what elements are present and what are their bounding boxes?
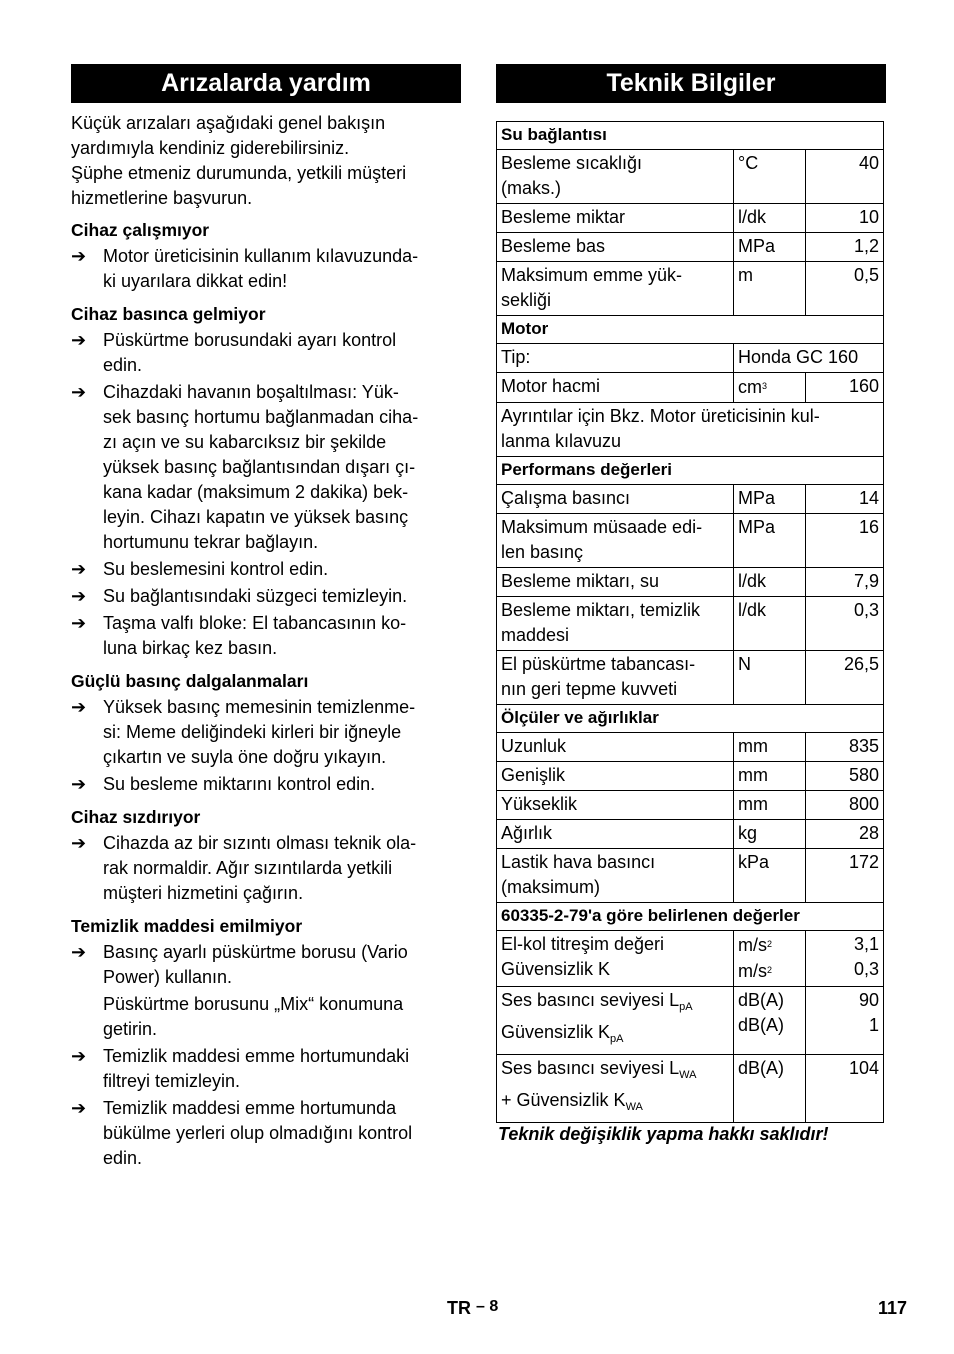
bullet-item: ➔ Temizlik maddesi emme hortumunda bükülme yerleri olup olmadığını kontrol edin.: [71, 1098, 413, 1168]
page-number: 117: [878, 1298, 908, 1318]
table-section-row: Su bağlantısı: [497, 122, 884, 150]
arrow-right-icon: ➔: [71, 382, 87, 402]
bullet-item: ➔ Su besleme miktarını kontrol edin.: [71, 772, 461, 797]
table-section-row: 60335-2-79'a göre belirlenen değerler: [497, 903, 884, 931]
table-section-row: Motor: [497, 316, 884, 344]
table-row: Yükseklik mm 800: [497, 791, 884, 820]
arrow-right-icon: ➔: [71, 942, 87, 962]
bullet-item: ➔ Temizlik maddesi emme hortumundaki filtreyi temizleyin.: [71, 1046, 410, 1091]
table-row: Ses basıncı seviyesi $L_{WA}$ + Güvensizlik $K_{WA}$ dB(A) 104: [497, 1055, 884, 1123]
bullet-continuation: Püskürtme borusunu „Mix“ konumuna getirin.: [103, 994, 404, 1039]
table-row: Motor hacmi $cm^3$ 160: [497, 373, 884, 403]
bullet-item: ➔ Su beslemesini kontrol edin.: [71, 557, 461, 582]
bullet-item: ➔ Cihazdaki havanın boşaltılması: Yük- sek basınç hortumu bağlanmadan ciha- zı açın ve su kabarcıksız bir şekilde yüksek basınç bağlantısından dışarı çı- kana kadar (maksimum 2 dakika) bek- leyin. Cihazı kapatın ve yüksek basınç hortumunu tekrar bağlayın.: [71, 382, 419, 552]
table-row: Ayrıntılar için Bkz. Motor üreticisinin kul- lanma kılavuzu: [497, 403, 884, 457]
table-row: Besleme miktarı, su l/dk 7,9: [497, 568, 884, 597]
table-row: El-kol titreşim değeri Güvensizlik K $m/s^2$ $m/s^2$ 3,1 0,3: [497, 931, 884, 987]
troubleshooting-title: Arızalarda yardım: [71, 64, 461, 103]
bullet-item: ➔ Motor üreticisinin kullanım kılavuzunda- ki uyarılara dikkat edin!: [71, 246, 419, 291]
table-row: El püskürtme tabancası- nın geri tepme kuvveti N 26,5: [497, 651, 884, 705]
bullet-item: ➔ Cihazda az bir sızıntı olması teknik ola- rak normaldir. Ağır sızıntılarda yetkili müşteri hizmetini çağırın.: [71, 833, 417, 903]
bullet-item: ➔ Su bağlantısındaki süzgeci temizleyin.: [71, 584, 461, 609]
arrow-right-icon: ➔: [71, 246, 87, 266]
table-row: Besleme sıcaklığı (maks.) °C 40: [497, 150, 884, 204]
arrow-right-icon: ➔: [71, 697, 87, 717]
arrow-right-icon: ➔: [71, 1098, 87, 1118]
table-row: Lastik hava basıncı (maksimum) kPa 172: [497, 849, 884, 903]
bullet-item: ➔ Taşma valfı bloke: El tabancasının ko- luna birkaç kez basın.: [71, 613, 407, 658]
table-row: Ses basıncı seviyesi $L_{pA}$ Güvensizlik $K_{pA}$ dB(A) dB(A) 90 1: [497, 987, 884, 1055]
table-row: Besleme miktar l/dk 10: [497, 204, 884, 233]
table-row: Çalışma basıncı MPa 14: [497, 485, 884, 514]
heading-no-pressure: Cihaz basınca gelmiyor: [71, 304, 266, 324]
table-row: Uzunluk mm 835: [497, 733, 884, 762]
arrow-right-icon: ➔: [71, 559, 87, 579]
technical-data-column: [496, 64, 886, 103]
technical-changes-note: Teknik değişiklik yapma hakkı saklıdır!: [498, 1124, 829, 1144]
arrow-right-icon: ➔: [71, 833, 87, 853]
technical-data-table: [496, 121, 884, 1123]
heading-device-leaking: Cihaz sızdırıyor: [71, 807, 201, 827]
arrow-right-icon: ➔: [71, 1046, 87, 1066]
table-section-row: Ölçüler ve ağırlıklar: [497, 705, 884, 733]
heading-detergent-not-sucked: Temizlik maddesi emilmiyor: [71, 916, 303, 936]
bullet-item: ➔ Basınç ayarlı püskürtme borusu (Vario Power) kullanın.: [71, 942, 408, 987]
page-footer-language: TR – 8: [447, 1298, 499, 1318]
technical-data-title: Teknik Bilgiler: [496, 64, 886, 103]
table-row: Ağırlık kg 28: [497, 820, 884, 849]
intro-paragraph: Küçük arızaları aşağıdaki genel bakışın yardımıyla kendiniz giderebilirsiniz. Şüphe etmeniz durumunda, yetkili müşteri hizmetlerine başvurun.: [71, 113, 407, 208]
bullet-item: ➔ Yüksek basınç memesinin temizlenme- si: Meme deliğindeki kirleri bir iğneyle çıkartın ve suyla öne doğru yıkayın.: [71, 697, 416, 767]
table-row: Besleme miktarı, temizlik maddesi l/dk 0,3: [497, 597, 884, 651]
heading-device-not-working: Cihaz çalışmıyor: [71, 220, 210, 240]
table-section-row: Performans değerleri: [497, 457, 884, 485]
troubleshooting-column: [71, 64, 461, 1171]
heading-pressure-fluctuations: Güçlü basınç dalgalanmaları: [71, 671, 309, 691]
arrow-right-icon: ➔: [71, 586, 87, 606]
table-row: Maksimum müsaade edi- len basınç MPa 16: [497, 514, 884, 568]
arrow-right-icon: ➔: [71, 330, 87, 350]
arrow-right-icon: ➔: [71, 613, 87, 633]
table-row: Tip: Honda GC 160: [497, 344, 884, 373]
bullet-item: ➔ Püskürtme borusundaki ayarı kontrol edin.: [71, 330, 397, 375]
table-row: Maksimum emme yük- sekliği m 0,5: [497, 262, 884, 316]
table-row: Besleme bas MPa 1,2: [497, 233, 884, 262]
arrow-right-icon: ➔: [71, 774, 87, 794]
table-row: Genişlik mm 580: [497, 762, 884, 791]
